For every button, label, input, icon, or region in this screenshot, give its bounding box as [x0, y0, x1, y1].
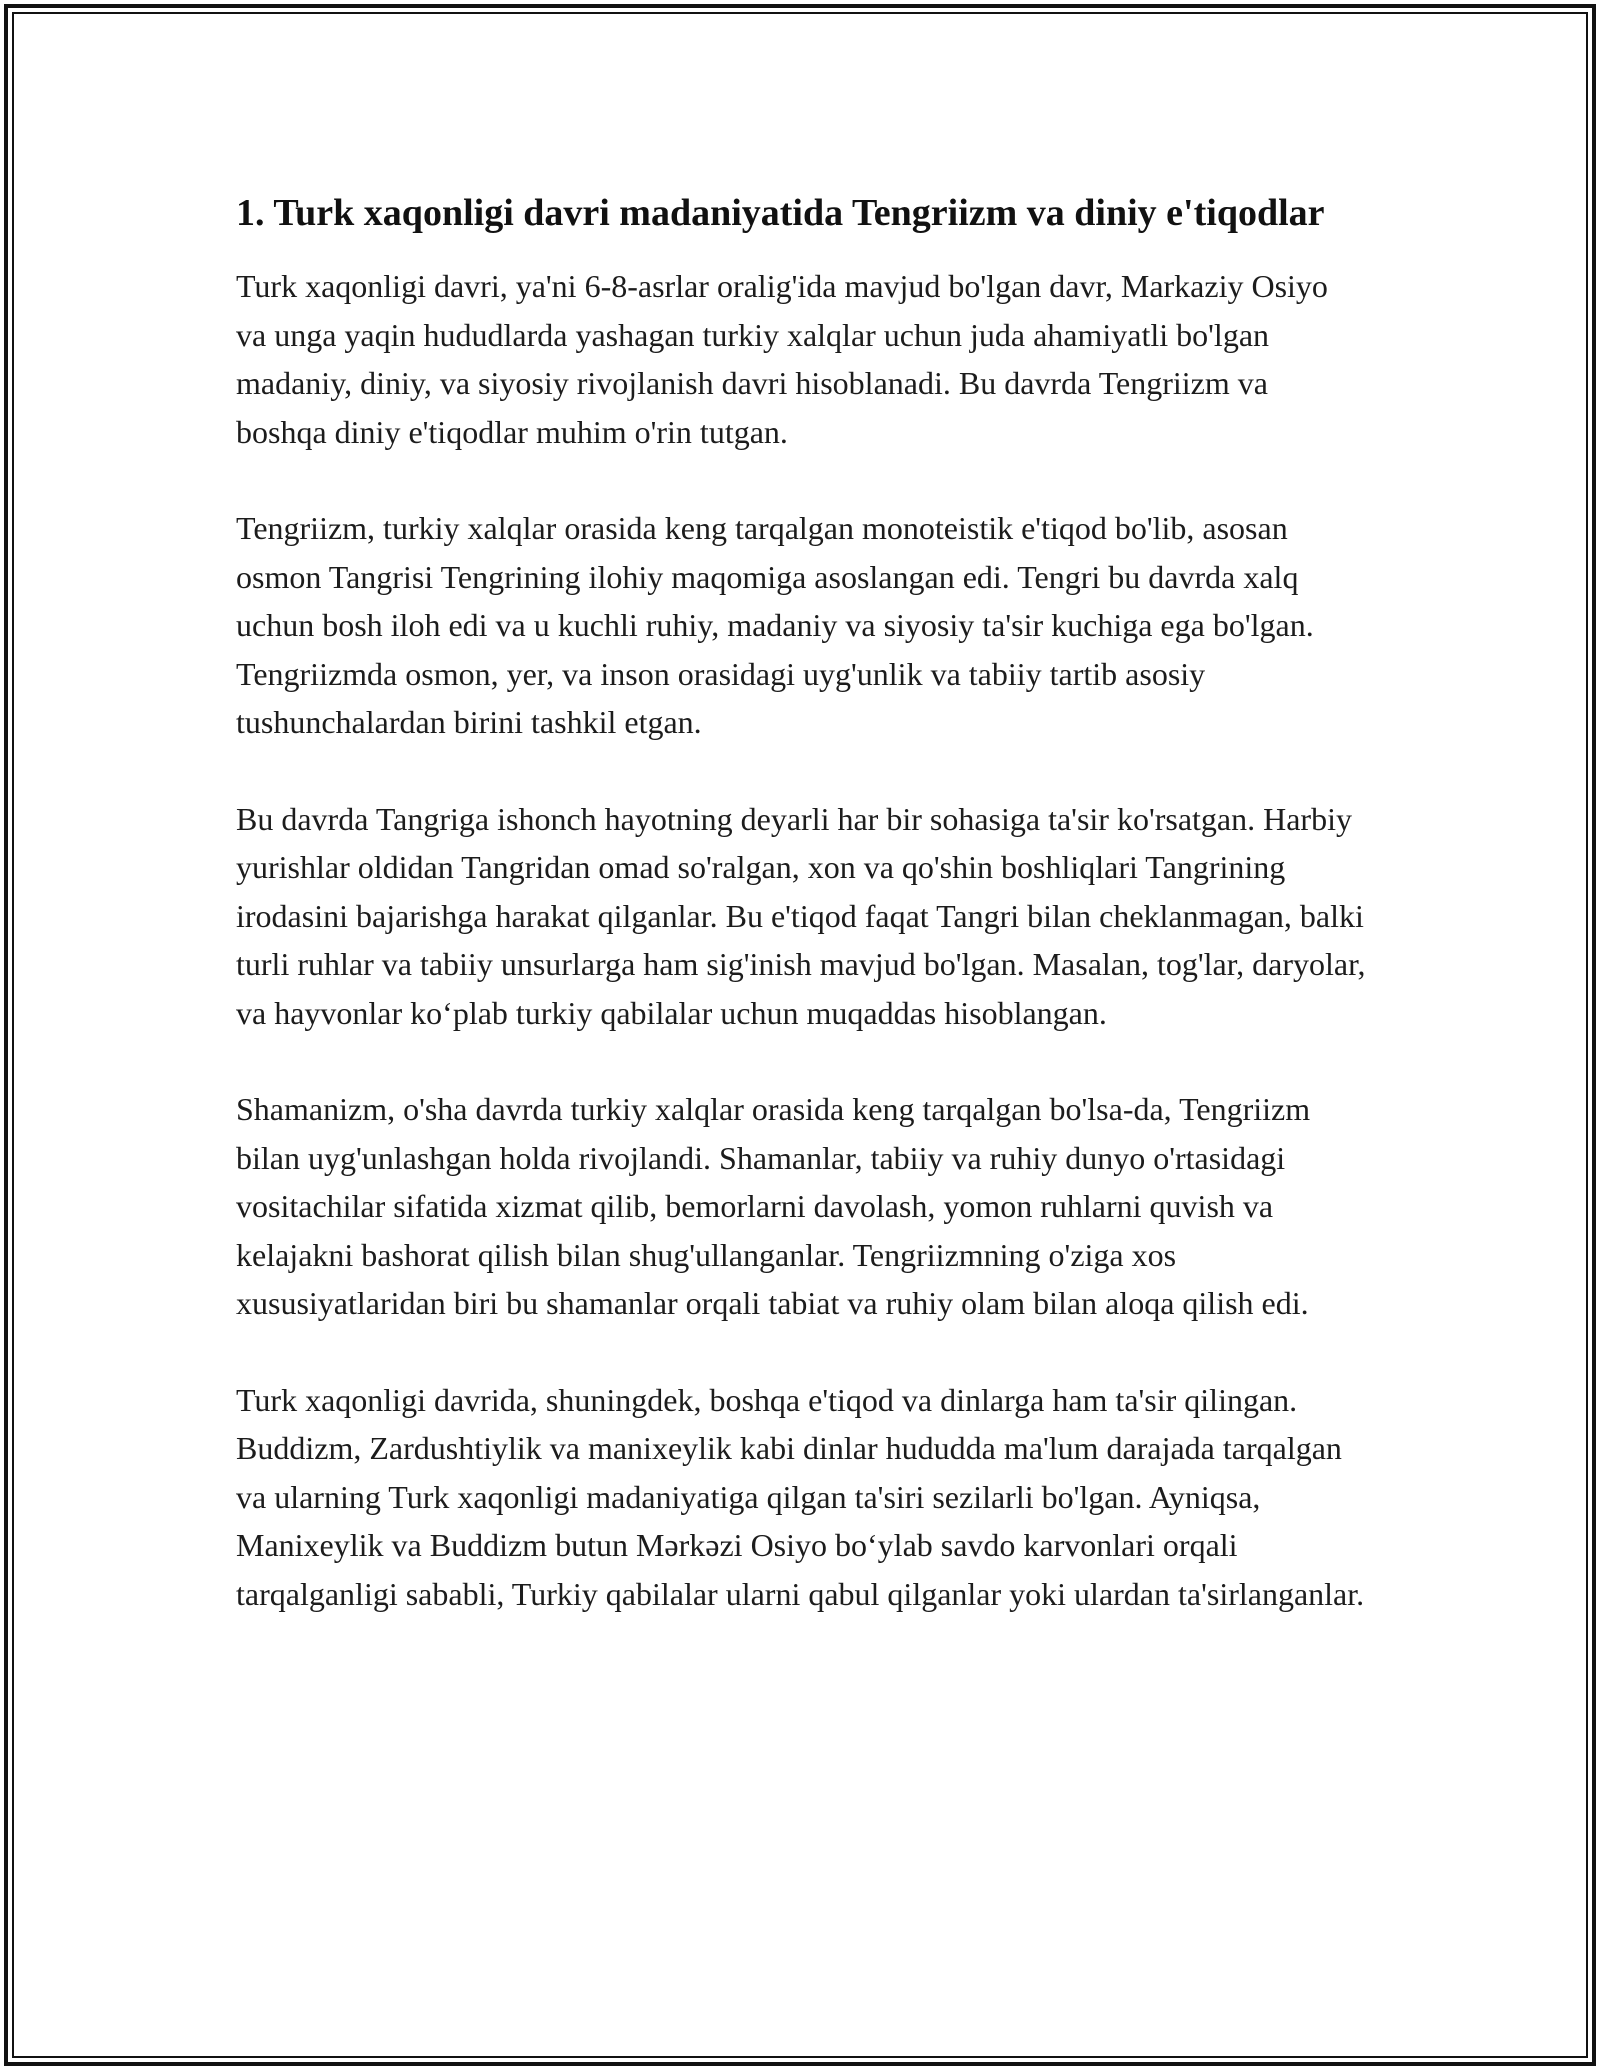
document-body: [236, 186, 1366, 1666]
paragraph-3: Bu davrda Tangriga ishonch hayotning deyarli har bir sohasiga ta'sir ko'rsatgan. Harbiy yurishlar oldidan Tangridan omad so'ralgan, xon va qo'shin boshliqlari Tangrining irodasini bajarishga harakat qilganlar. Bu e'tiqod faqat Tangri bilan cheklanmagan, balki turli ruhlar va tabiiy unsurlarga ham sig'inish mavjud bo'lgan. Masalan, tog'lar, daryolar, va hayvonlar ko‘plab turkiy qabilalar uchun muqaddas hisoblangan.: [236, 800, 1366, 1031]
paragraph-4: Shamanizm, o'sha davrda turkiy xalqlar orasida keng tarqalgan bo'lsa-da, Tengriizm bilan uyg'unlashgan holda rivojlandi. Shamanlar, tabiiy va ruhiy dunyo o'rtasidagi vositachilar sifatida xizmat qilib, bemorlarni davolash, yomon ruhlarni quvish va kelajakni bashorat qilish bilan shug'ullanganlar. Tengriizmning o'ziga xos xususiyatlaridan biri bu shamanlar orqali tabiat va ruhiy olam bilan aloqa qilish edi.: [236, 1091, 1311, 1321]
paragraph-5: Turk xaqonligi davrida, shuningdek, boshqa e'tiqod va dinlarga ham ta'sir qilingan. Buddizm, Zardushtiylik va manixeylik kabi dinlar hududda ma'lum darajada tarqalgan va ularning Turk xaqonligi madaniyatiga qilgan ta'siri sezilarli bo'lgan. Ayniqsa, Manixeylik va Buddizm butun Mərkəzi Osiyo bo‘ylab savdo karvonlari orqali tarqalganligi sababli, Turkiy qabilalar ularni qabul qilganlar yoki ulardan ta'sirlanganlar.: [236, 1381, 1365, 1612]
paragraph-2: Tengriizm, turkiy xalqlar orasida keng tarqalgan monoteistik e'tiqod bo'lib, asosan osmon Tangrisi Tengrining ilohiy maqomiga asoslangan edi. Tengri bu davrda xalq uchun bosh iloh edi va u kuchli ruhiy, madaniy va siyosiy ta'sir kuchiga ega bo'lgan. Tengriizmda osmon, yer, va inson orasidagi uyg'unlik va tabiiy tartib asosiy tushunchalardan birini tashkil etgan.: [236, 510, 1314, 740]
paragraph-1: Turk xaqonligi davri, ya'ni 6-8-asrlar oralig'ida mavjud bo'lgan davr, Markaziy Osiyo va unga yaqin hududlarda yashagan turkiy xalqlar uchun juda ahamiyatli bo'lgan madaniy, diniy, va siyosiy rivojlanish davri hisoblanadi. Bu davrda Tengriizm va boshqa diniy e'tiqodlar muhim o'rin tutgan.: [236, 268, 1328, 450]
document-title: 1. Turk xaqonligi davri madaniyatida Tengriizm va diniy e'tiqodlar: [236, 192, 1325, 234]
